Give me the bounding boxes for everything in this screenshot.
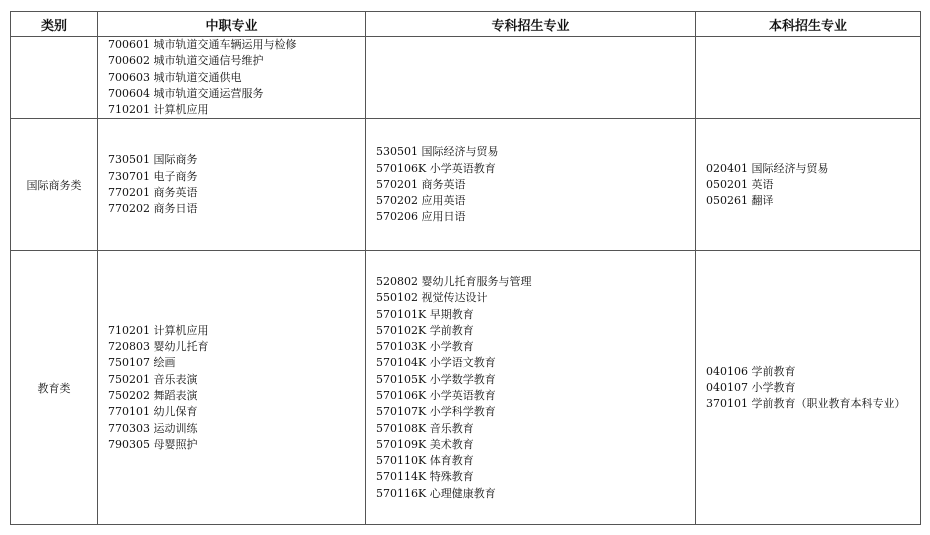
list-item: 790305 母婴照护 [108, 437, 198, 451]
list-item: 750202 舞蹈表演 [108, 388, 198, 402]
list-item: 770201 商务英语 [108, 185, 198, 199]
list-item: 730501 国际商务 [108, 153, 198, 167]
list-item: 570106K 小学英语教育 [376, 161, 496, 175]
junior-college-major-cell [366, 119, 696, 251]
list-item: 720803 婴幼儿托育 [108, 340, 209, 354]
list-item: 570103K 小学教育 [376, 340, 474, 354]
list-item: 570201 商务英语 [376, 177, 466, 191]
secondary-major-cell [98, 251, 366, 525]
list-item: 570109K 美术教育 [376, 437, 474, 451]
table-header-row [11, 12, 921, 37]
header-category: 类别 [11, 12, 98, 37]
list-item: 370101 学前教育（职业教育本科专业） [706, 397, 906, 411]
list-item: 520802 婴幼儿托育服务与管理 [376, 274, 532, 288]
list-item: 570116K 心理健康教育 [376, 486, 496, 500]
list-item: 770202 商务日语 [108, 202, 198, 216]
list-item: 570105K 小学数学教育 [376, 372, 496, 386]
list-item: 700601 城市轨道交通车辆运用与检修 [108, 38, 297, 51]
list-item: 570108K 音乐教育 [376, 421, 474, 435]
secondary-major-cell [98, 119, 366, 251]
undergraduate-major-cell [696, 37, 921, 119]
list-item: 530501 国际经济与贸易 [376, 145, 499, 159]
header-secondary-major: 中职专业 [98, 12, 366, 37]
list-item: 050261 翻译 [706, 194, 774, 208]
list-item: 710201 计算机应用 [108, 103, 209, 117]
list-item: 570101K 早期教育 [376, 307, 474, 321]
table-row [11, 37, 921, 119]
list-item: 050201 英语 [706, 177, 774, 191]
undergraduate-major-cell [696, 119, 921, 251]
list-item: 700604 城市轨道交通运营服务 [108, 86, 264, 100]
list-item: 730701 电子商务 [108, 169, 198, 183]
secondary-major-cell [98, 37, 366, 119]
list-item: 570107K 小学科学教育 [376, 405, 496, 419]
table-row [11, 119, 921, 251]
list-item: 550102 视觉传达设计 [376, 291, 488, 305]
major-mapping-table [10, 11, 921, 525]
list-item: 570206 应用日语 [376, 210, 466, 224]
list-item: 570202 应用英语 [376, 194, 466, 208]
undergraduate-major-cell [696, 251, 921, 525]
list-item: 570104K 小学语文教育 [376, 356, 496, 370]
table-row [11, 251, 921, 525]
list-item: 570106K 小学英语教育 [376, 388, 496, 402]
header-undergraduate-major: 本科招生专业 [696, 12, 921, 37]
category-cell: 国际商务类 [11, 119, 98, 251]
list-item: 040106 学前教育 [706, 364, 796, 378]
list-item: 570102K 学前教育 [376, 323, 474, 337]
list-item: 770101 幼儿保育 [108, 405, 198, 419]
list-item: 020401 国际经济与贸易 [706, 161, 829, 175]
list-item: 750201 音乐表演 [108, 372, 198, 386]
junior-college-major-cell [366, 37, 696, 119]
list-item: 570114K 特殊教育 [376, 470, 474, 484]
junior-college-major-cell [366, 251, 696, 525]
list-item: 700602 城市轨道交通信号维护 [108, 54, 264, 68]
list-item: 570110K 体育教育 [376, 454, 474, 468]
list-item: 700603 城市轨道交通供电 [108, 70, 242, 84]
list-item: 750107 绘画 [108, 356, 176, 370]
list-item: 710201 计算机应用 [108, 323, 209, 337]
category-cell: 教育类 [11, 251, 98, 525]
header-junior-college-major: 专科招生专业 [366, 12, 696, 37]
category-cell [11, 37, 98, 119]
list-item: 040107 小学教育 [706, 380, 796, 394]
list-item: 770303 运动训练 [108, 421, 198, 435]
